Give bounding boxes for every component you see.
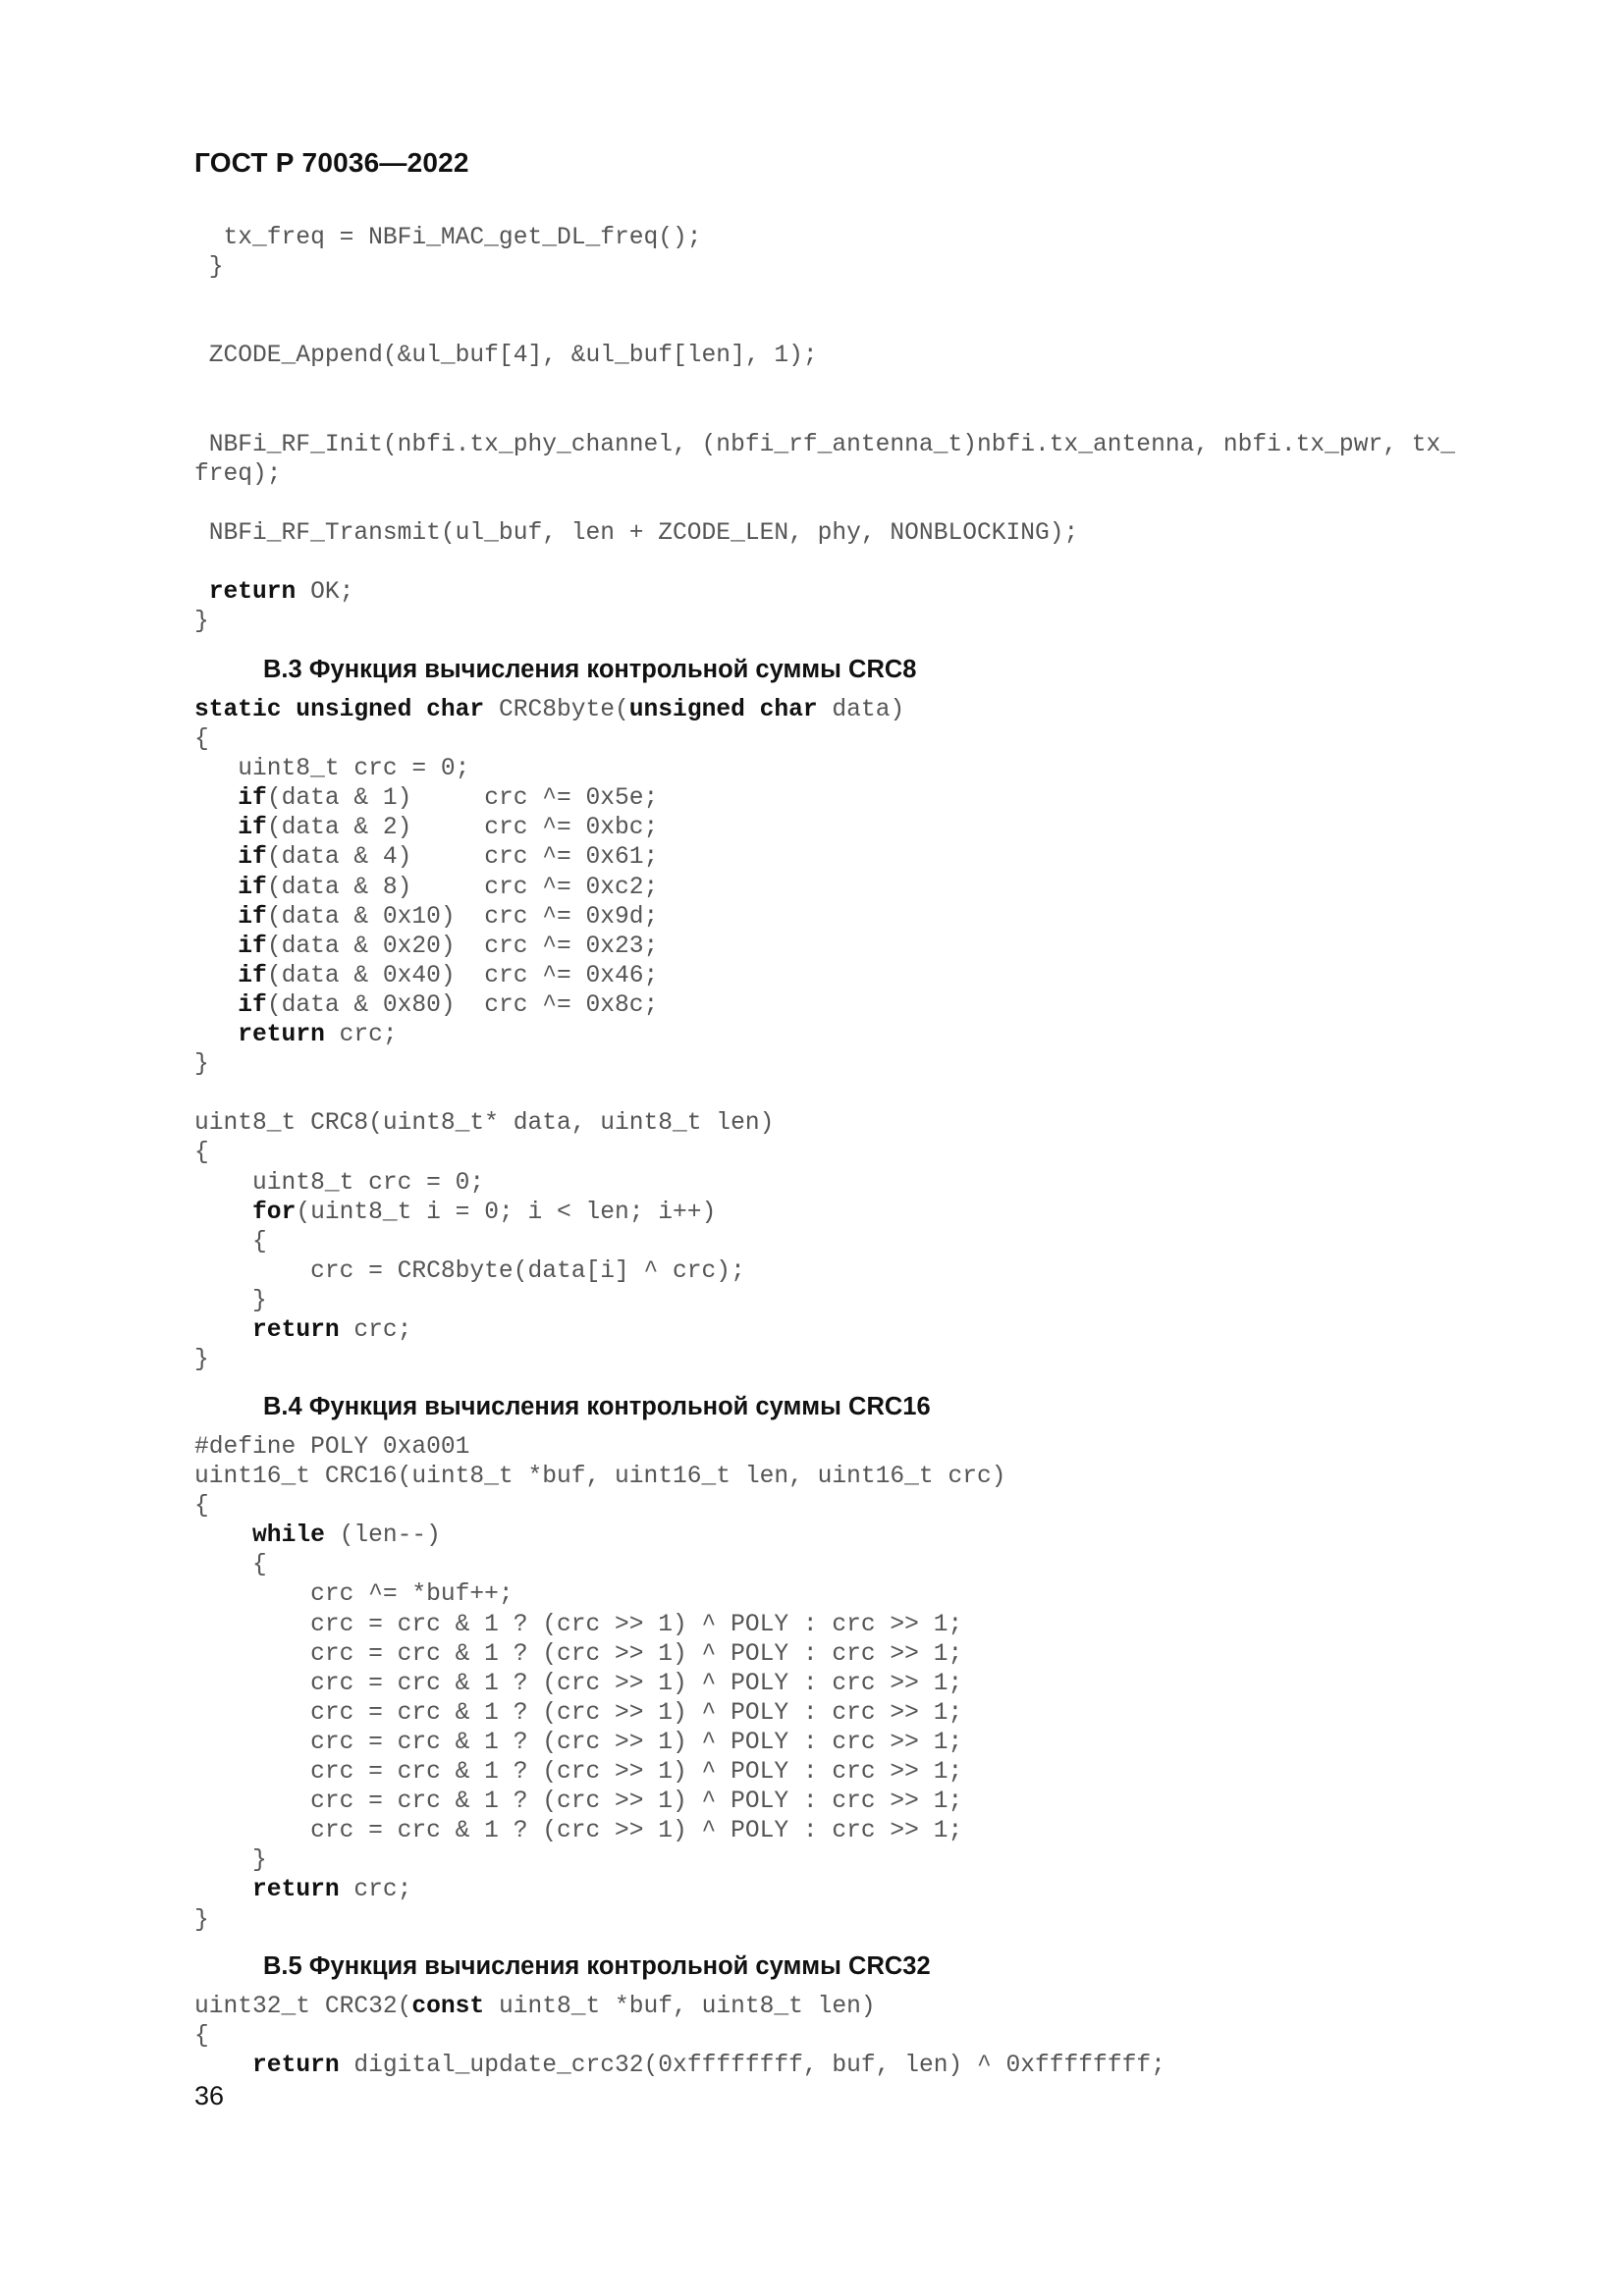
code-text: tx_freq = NBFi_MAC_get_DL_freq();: [194, 225, 702, 251]
code-keyword: if: [238, 933, 267, 960]
code-line: [194, 1993, 1165, 2022]
code-text: (data & 1) crc ^= 0x5e;: [266, 785, 659, 813]
code-line: [194, 933, 904, 962]
code-text: uint32_t CRC32(: [194, 1994, 412, 2020]
section-title-b4: В.4 Функция вычисления контрольной суммы CRC16: [263, 1393, 931, 1420]
code-line: [194, 2022, 1165, 2052]
code-keyword: if: [238, 815, 267, 842]
code-line: [194, 1846, 1006, 1876]
code-text: NBFi_RF_Init(nbfi.tx_phy_channel, (nbfi_rf_antenna_t)nbfi.tx_antenna, nbfi.tx_pwr, tx_: [194, 431, 1456, 458]
code-text: crc;: [339, 1877, 412, 1904]
section-title-b5: В.5 Функция вычисления контрольной суммы CRC32: [263, 1952, 931, 1980]
code-text: crc = crc & 1 ? (crc >> 1) ^ POLY : crc >> 1;: [194, 1670, 963, 1697]
code-line: [194, 991, 904, 1021]
code-line: [194, 1670, 1006, 1699]
code-text: [194, 844, 238, 871]
code-line: [194, 312, 1455, 342]
code-text: [194, 963, 238, 989]
code-keyword: if: [238, 991, 267, 1019]
code-line: [194, 1199, 904, 1228]
code-text: OK;: [296, 579, 354, 607]
code-keyword: unsigned char: [628, 697, 818, 723]
code-text: [194, 1200, 252, 1226]
code-text: }: [194, 1347, 209, 1374]
code-line: [194, 1316, 904, 1346]
code-text: (data & 4) crc ^= 0x61;: [266, 844, 659, 872]
code-line: [194, 1463, 1006, 1492]
code-line: [194, 1433, 1006, 1463]
code-text: [194, 904, 238, 931]
code-text: [194, 875, 238, 901]
code-keyword: const: [411, 1994, 485, 2020]
code-text: [194, 815, 238, 841]
code-text: [194, 992, 238, 1019]
code-line: [194, 608, 1455, 637]
code-line: [194, 1729, 1006, 1758]
code-line: [194, 1346, 904, 1375]
code-line: [194, 1788, 1006, 1817]
code-keyword: if: [238, 962, 267, 989]
code-text: }: [194, 609, 209, 636]
code-block-crc8: [194, 696, 904, 1375]
code-text: }: [194, 1287, 267, 1314]
code-line: [194, 1050, 904, 1080]
code-text: (data & 0x10) crc ^= 0x9d;: [266, 903, 659, 931]
code-text: (data & 2) crc ^= 0xbc;: [266, 815, 659, 842]
code-keyword: while: [252, 1522, 325, 1550]
code-line: [194, 342, 1455, 371]
code-line: [194, 2052, 1165, 2081]
code-text: (data & 0x80) crc ^= 0x8c;: [266, 991, 659, 1019]
code-text: [194, 785, 238, 812]
code-text: [194, 579, 209, 606]
code-text: }: [194, 254, 224, 282]
code-text: NBFi_RF_Transmit(ul_buf, len + ZCODE_LEN, phy, NONBLOCKING);: [194, 519, 1079, 547]
code-line: [194, 1080, 904, 1109]
code-line: [194, 755, 904, 784]
code-line: [194, 1817, 1006, 1846]
code-text: crc = crc & 1 ? (crc >> 1) ^ POLY : crc >> 1;: [194, 1699, 963, 1727]
code-line: [194, 519, 1455, 549]
code-text: {: [194, 1552, 267, 1579]
code-text: crc = crc & 1 ? (crc >> 1) ^ POLY : crc >> 1;: [194, 1611, 963, 1638]
code-line: [194, 1021, 904, 1050]
code-block-tx-end: [194, 224, 1455, 637]
code-keyword: return: [252, 2053, 340, 2080]
code-text: data): [817, 697, 905, 723]
code-line: [194, 1287, 904, 1316]
code-line: [194, 725, 904, 755]
code-text: crc = crc & 1 ? (crc >> 1) ^ POLY : crc >> 1;: [194, 1759, 963, 1787]
code-line: [194, 460, 1455, 490]
code-text: (data & 8) crc ^= 0xc2;: [266, 874, 659, 901]
code-text: #define POLY 0xa001: [194, 1434, 470, 1461]
code-text: [194, 934, 238, 960]
code-text: }: [194, 1847, 267, 1875]
code-line: [194, 1139, 904, 1168]
code-line: [194, 431, 1455, 460]
code-keyword: return: [252, 1316, 340, 1344]
code-text: {: [194, 1493, 209, 1521]
code-line: [194, 1699, 1006, 1729]
code-line: [194, 1169, 904, 1199]
code-text: crc = crc & 1 ? (crc >> 1) ^ POLY : crc >> 1;: [194, 1789, 963, 1816]
code-line: [194, 401, 1455, 431]
code-text: freq);: [194, 460, 282, 488]
code-line: [194, 1611, 1006, 1640]
code-text: {: [194, 2023, 209, 2051]
code-line: [194, 1257, 904, 1287]
code-line: [194, 1876, 1006, 1905]
code-text: {: [194, 1228, 267, 1255]
code-line: [194, 1522, 1006, 1551]
code-text: crc;: [339, 1316, 412, 1344]
code-block-crc32: [194, 1993, 1165, 2081]
code-line: [194, 253, 1455, 283]
code-line: [194, 903, 904, 933]
code-text: [194, 1522, 252, 1549]
code-keyword: for: [252, 1199, 297, 1226]
code-text: uint8_t *buf, uint8_t len): [484, 1994, 876, 2020]
code-text: uint8_t crc = 0;: [194, 756, 470, 783]
code-text: uint8_t crc = 0;: [194, 1169, 485, 1197]
code-text: (uint8_t i = 0; i < len; i++): [296, 1199, 717, 1226]
code-keyword: if: [238, 785, 267, 813]
code-line: [194, 1580, 1006, 1610]
code-line: [194, 1906, 1006, 1936]
code-text: uint8_t CRC8(uint8_t* data, uint8_t len): [194, 1110, 775, 1138]
code-line: [194, 1640, 1006, 1670]
code-text: digital_update_crc32(0xffffffff, buf, len) ^ 0xffffffff;: [339, 2053, 1165, 2080]
code-text: crc = crc & 1 ? (crc >> 1) ^ POLY : crc >> 1;: [194, 1818, 963, 1845]
code-keyword: return: [252, 1877, 340, 1904]
code-line: [194, 1228, 904, 1257]
code-text: }: [194, 1051, 209, 1079]
code-line: [194, 283, 1455, 312]
code-keyword: if: [238, 874, 267, 901]
code-text: (data & 0x20) crc ^= 0x23;: [266, 933, 659, 960]
document-header: ГОСТ Р 70036—2022: [194, 147, 469, 178]
code-line: [194, 1109, 904, 1139]
code-line: [194, 814, 904, 843]
code-keyword: return: [238, 1022, 325, 1049]
code-line: [194, 1551, 1006, 1580]
code-text: ZCODE_Append(&ul_buf[4], &ul_buf[len], 1);: [194, 343, 818, 370]
code-text: {: [194, 1140, 209, 1167]
code-text: crc;: [324, 1022, 398, 1049]
code-line: [194, 490, 1455, 519]
code-line: [194, 696, 904, 725]
code-text: }: [194, 1906, 209, 1934]
section-title-b3: В.3 Функция вычисления контрольной суммы CRC8: [263, 656, 917, 683]
code-keyword: if: [238, 844, 267, 872]
code-text: (len--): [324, 1522, 441, 1550]
code-text: CRC8byte(: [484, 697, 629, 723]
code-block-crc16: [194, 1433, 1006, 1936]
code-line: [194, 578, 1455, 608]
code-line: [194, 874, 904, 903]
code-line: [194, 371, 1455, 400]
code-text: {: [194, 726, 209, 754]
code-text: crc = crc & 1 ? (crc >> 1) ^ POLY : crc >> 1;: [194, 1729, 963, 1756]
code-text: [194, 2053, 252, 2079]
code-text: crc = crc & 1 ? (crc >> 1) ^ POLY : crc >> 1;: [194, 1640, 963, 1668]
code-line: [194, 224, 1455, 253]
page-number: 36: [194, 2081, 225, 2110]
code-text: uint16_t CRC16(uint8_t *buf, uint16_t len, uint16_t crc): [194, 1464, 1006, 1491]
code-line: [194, 784, 904, 814]
code-text: crc = CRC8byte(data[i] ^ crc);: [194, 1257, 745, 1285]
code-line: [194, 843, 904, 873]
code-keyword: static unsigned char: [194, 697, 485, 723]
code-text: [194, 1877, 252, 1903]
code-text: [194, 1022, 238, 1048]
code-keyword: if: [238, 903, 267, 931]
code-text: crc ^= *buf++;: [194, 1581, 514, 1609]
code-line: [194, 1492, 1006, 1522]
code-line: [194, 549, 1455, 578]
code-text: (data & 0x40) crc ^= 0x46;: [266, 962, 659, 989]
code-text: [194, 1317, 252, 1344]
code-keyword: return: [208, 579, 297, 607]
code-line: [194, 1758, 1006, 1788]
code-line: [194, 962, 904, 991]
